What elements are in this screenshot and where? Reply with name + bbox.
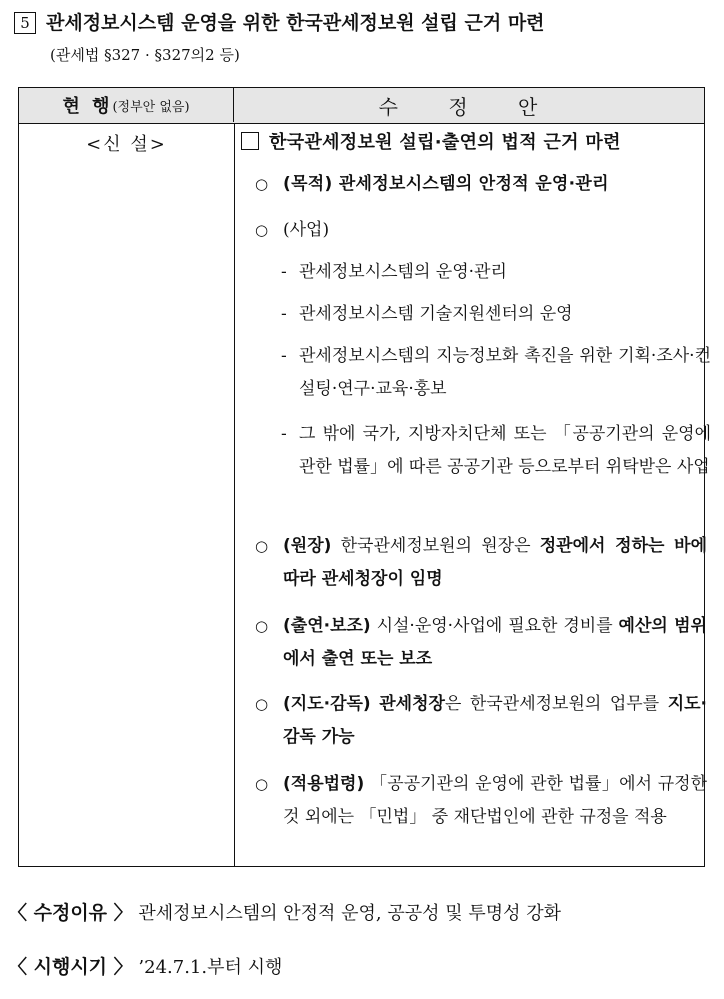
main-point (241, 128, 701, 154)
section-title-text: 관세정보시스템 운영을 위한 한국관세정보원 설립 근거 마련 (46, 12, 545, 34)
header-current-label: 현 행 (62, 96, 113, 117)
table-header (19, 88, 704, 124)
circle-bullet-icon: ○ (255, 695, 269, 713)
item-funding-label: (출연·보조) (283, 616, 371, 636)
item-law (255, 768, 707, 834)
item-director-text-b: 정관에서 정하는 바에 따라 관세청장이 임명 (283, 536, 708, 589)
circle-bullet-icon: ○ (255, 537, 269, 555)
item-business (255, 214, 707, 247)
main-point-text: 한국관세정보원 설립·출연의 법적 근거 마련 (269, 132, 621, 153)
circle-bullet-icon: ○ (255, 775, 269, 793)
checkbox-icon (241, 132, 259, 150)
column-divider (234, 124, 235, 866)
item-business-label: (사업) (283, 220, 330, 240)
section-number: 5 (14, 12, 36, 34)
effective-date-label: 〈 시행시기 〉 (8, 956, 133, 978)
section-subtitle: (관세법 §327 · §327의2 등) (50, 46, 240, 64)
item-supervision-text-a: 관세청장 (379, 694, 445, 714)
item-director (255, 530, 707, 596)
business-subitem: - 관세정보시스템 기술지원센터의 운영 (281, 304, 573, 324)
circle-bullet-icon: ○ (255, 617, 269, 635)
section-title (14, 8, 714, 35)
item-supervision (255, 688, 707, 754)
item-law-label: (적용법령) (283, 774, 365, 794)
item-supervision-label: (지도·감독) (283, 694, 371, 714)
revision-reason (8, 898, 561, 925)
business-subitem: - 관세정보시스템의 지능정보화 촉진을 위한 기획·조사·컨설팅·연구·교육·홍보 (281, 346, 711, 399)
item-funding (255, 610, 707, 676)
item-purpose (255, 168, 707, 201)
item-purpose-text: 관세정보시스템의 안정적 운영·관리 (338, 174, 609, 194)
circle-bullet-icon: ○ (255, 175, 269, 193)
circle-bullet-icon: ○ (255, 221, 269, 239)
revision-reason-label: 〈 수정이유 〉 (8, 902, 133, 924)
item-supervision-text-c: 지도·감독 가능 (283, 694, 708, 747)
revision-cell (241, 128, 711, 827)
item-purpose-label: (목적) (283, 174, 333, 194)
business-subitem: - 그 밖에 국가, 지방자치단체 또는 「공공기관의 운영에 관한 법률」에 따른 공공기관 등으로부터 위탁받은 사업 (281, 424, 711, 477)
business-subitem: - 관세정보시스템의 운영·관리 (281, 262, 507, 282)
current-cell: <신 설> (86, 134, 167, 155)
revision-reason-text: 관세정보시스템의 안정적 운영, 공공성 및 투명성 강화 (138, 903, 561, 924)
item-director-label: (원장) (283, 536, 332, 556)
comparison-table (18, 87, 711, 867)
header-current-note: (정부안 없음) (112, 99, 190, 115)
header-revision: 수 정 안 (378, 94, 560, 119)
item-director-text-a: 한국관세정보원의 원장은 (340, 536, 531, 556)
header-current (19, 88, 234, 122)
item-funding-text-b: 예산의 범위에서 출연 또는 보조 (283, 616, 708, 669)
effective-date (8, 952, 282, 979)
effective-date-text: ’24.7.1.부터 시행 (138, 957, 283, 978)
item-law-text: 「공공기관의 운영에 관한 법률」에서 규정한 것 외에는 「민법」 중 재단법인에 관한 규정을 적용 (283, 774, 707, 827)
item-supervision-text-b: 은 한국관세정보원의 업무를 (444, 694, 660, 714)
item-funding-text-a: 시설·운영·사업에 필요한 경비를 (376, 616, 613, 636)
